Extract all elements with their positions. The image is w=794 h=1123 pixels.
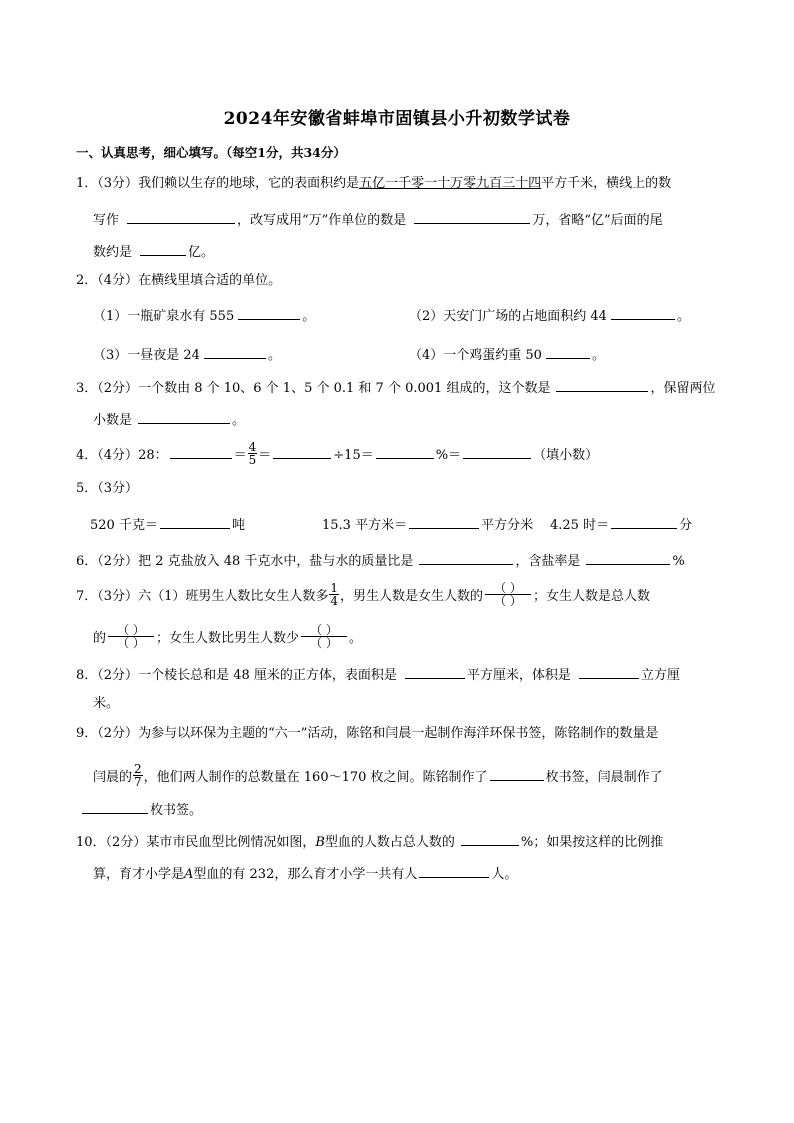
answer-blank[interactable] <box>160 515 230 529</box>
answer-blank[interactable] <box>419 551 513 565</box>
question-score: （3分） <box>97 589 139 604</box>
answer-blank[interactable] <box>490 767 544 781</box>
question-9-line-3: 枚书签。 <box>80 800 202 817</box>
question-2-part-1: （1）一瓶矿泉水有 555 。 <box>93 306 315 323</box>
question-1-line-3: 数约是 亿。 <box>93 242 214 259</box>
question-score: （2分） <box>97 381 139 396</box>
question-score: （3分） <box>97 176 139 191</box>
question-score: （4分） <box>97 273 139 288</box>
question-score: （3分） <box>97 481 139 496</box>
fraction: $\frac{2}{7}$ <box>134 762 142 789</box>
fraction: $\frac{4}{5}$ <box>248 440 257 467</box>
underlined-number: 五亿一千零一十万零九百三十四 <box>359 176 542 191</box>
question-score: （2分） <box>97 554 139 569</box>
question-2-part-4: （4）一个鸡蛋约重 50 。 <box>409 345 605 362</box>
answer-blank[interactable] <box>586 551 670 565</box>
answer-blank[interactable] <box>461 832 519 846</box>
answer-blank[interactable] <box>414 210 530 224</box>
question-number: 6． <box>76 554 98 569</box>
question-number: 1． <box>76 176 98 191</box>
answer-blank[interactable] <box>204 345 266 359</box>
exam-title: 2024年安徽省蚌埠市固镇县小升初数学试卷 <box>223 109 571 129</box>
answer-blank[interactable] <box>127 210 235 224</box>
answer-blank[interactable] <box>579 665 639 679</box>
question-number: 3． <box>76 381 98 396</box>
question-number: 7． <box>76 589 98 604</box>
answer-blank[interactable] <box>556 378 648 392</box>
answer-blank[interactable] <box>140 242 186 256</box>
question-number: 2． <box>76 273 98 288</box>
answer-blank[interactable] <box>82 800 148 814</box>
question-5-part-c: 4.25 时＝ 分 <box>550 515 692 532</box>
section-heading: 一、认真思考，细心填写。（每空1分，共34分） <box>76 145 346 160</box>
question-6-line-1: 6．（2分）把 2 克盐放入 48 千克水中，盐与水的质量比是 ，含盐率是 % <box>76 551 685 568</box>
question-score: （4分） <box>97 448 139 463</box>
question-9-line-1: 9．（2分）为参与以环保为主题的“六一”活动，陈铭和闫晨一起制作海洋环保书签，陈铭制作的数量是 <box>76 726 659 741</box>
question-2-part-2: （2）天安门广场的占地面积约 44 。 <box>409 306 690 323</box>
paren-fraction-blank[interactable]: （ ） （ ） <box>485 582 531 607</box>
fraction: $\frac{1}{4}$ <box>330 581 338 608</box>
answer-blank[interactable] <box>546 345 590 359</box>
question-number: 4． <box>76 448 98 463</box>
paren-fraction-blank[interactable]: （ ） （ ） <box>108 624 154 649</box>
question-5-part-a: 520 千克＝ 吨 <box>90 515 245 532</box>
question-1-line-1: 1．（3分）我们赖以生存的地球，它的表面积约是五亿一千零一十万零九百三十四平方千米，横线上的数 <box>76 176 672 191</box>
question-4-line-1: 4．（4分）28： ＝ $\frac{4}{5}$ ＝ ÷15＝ %＝ （填小数） <box>76 440 599 467</box>
question-9-line-2: 闫晨的 $\frac{2}{7}$ ，他们两人制作的总数量在 160～170 枚之间。陈铭制作了 枚书签，闫晨制作了 <box>93 762 663 789</box>
answer-blank[interactable] <box>611 306 675 320</box>
question-10-line-2: 算，育才小学是A型血的有 232，那么育才小学一共有人 人。 <box>93 864 517 881</box>
question-number: 9． <box>76 726 98 741</box>
question-number: 5． <box>76 481 98 496</box>
question-7-line-1: 7．（3分）六（1）班男生人数比女生人数多 $\frac{1}{4}$ ，男生人数是女生人数的 （ ） （ ） ；女生人数是总人数 <box>76 581 651 608</box>
question-5-part-b: 15.3 平方米＝ 平方分米 <box>322 515 533 532</box>
question-score: （2分） <box>97 668 139 683</box>
answer-blank[interactable] <box>463 445 531 459</box>
question-5-line-1 <box>76 482 138 495</box>
question-2-line-1: 2．（4分）在横线里填合适的单位。 <box>76 273 282 288</box>
question-3-line-1: 3．（2分）一个数由 8 个 10、6 个 1、5 个 0.1 和 7 个 0.001 组成的，这个数是 ，保留两位 <box>76 378 715 395</box>
question-3-line-2: 小数是 。 <box>93 410 245 427</box>
question-10-line-1: 10．（2分）某市市民血型比例情况如图，B型血的人数占总人数的 %；如果按这样的比例推 <box>76 832 663 849</box>
question-8-line-2: 米。 <box>93 696 120 711</box>
question-8-line-1: 8．（2分）一个棱长总和是 48 厘米的正方体，表面积是 平方厘米，体积是 立方厘 <box>76 665 680 682</box>
question-number: 8． <box>76 668 98 683</box>
answer-blank[interactable] <box>611 515 677 529</box>
question-number: 10． <box>76 835 106 850</box>
answer-blank[interactable] <box>170 445 232 459</box>
answer-blank[interactable] <box>273 445 331 459</box>
answer-blank[interactable] <box>138 410 230 424</box>
question-7-line-2: 的 （ ） （ ） ；女生人数比男生人数少 （ ） （ ） 。 <box>93 623 363 650</box>
question-2-part-3: （3）一昼夜是 24 。 <box>93 345 281 362</box>
answer-blank[interactable] <box>409 515 479 529</box>
question-1-line-2: 写作 ，改写成用“万”作单位的数是 万，省略“亿”后面的尾 <box>93 210 663 227</box>
question-score: （2分） <box>97 726 139 741</box>
answer-blank[interactable] <box>238 306 300 320</box>
question-score: （2分） <box>105 835 147 850</box>
paren-fraction-blank[interactable]: （ ） （ ） <box>301 624 347 649</box>
answer-blank[interactable] <box>376 445 434 459</box>
answer-blank[interactable] <box>419 864 489 878</box>
answer-blank[interactable] <box>405 665 465 679</box>
